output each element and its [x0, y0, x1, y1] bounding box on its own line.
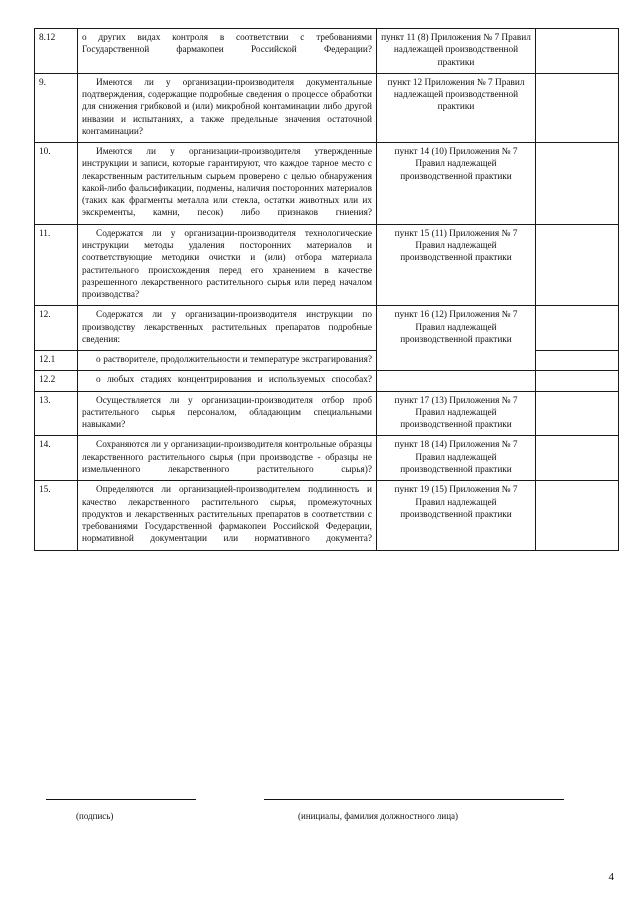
- row-mark[interactable]: [536, 371, 619, 391]
- row-requirement: о растворителе, продолжительности и температуре экстрагирования?: [78, 351, 377, 371]
- table-row: [35, 391, 619, 436]
- row-number: 11.: [35, 224, 78, 306]
- row-mark[interactable]: [536, 29, 619, 74]
- checklist-table-body: [35, 29, 619, 551]
- page-number: 4: [608, 871, 614, 883]
- row-requirement: Осуществляется ли у организации-производителя отбор проб растительного сырья персоналом, обладающим специальными навыками?: [78, 391, 377, 436]
- row-requirement: Содержатся ли у организации-производителя инструкции по производству лекарственных растительных препаратов подробные сведения:: [78, 306, 377, 351]
- table-row: [35, 371, 619, 391]
- row-number: 8.12: [35, 29, 78, 74]
- row-reference: [377, 371, 536, 391]
- table-row: [35, 481, 619, 550]
- row-mark[interactable]: [536, 481, 619, 550]
- row-mark[interactable]: [536, 391, 619, 436]
- row-reference: пункт 18 (14) Приложения № 7 Правил надлежащей производственной практики: [377, 436, 536, 481]
- signature-lines: [34, 799, 606, 809]
- row-mark[interactable]: [536, 306, 619, 351]
- table-row: [35, 436, 619, 481]
- row-reference: пункт 17 (13) Приложения № 7 Правил надлежащей производственной практики: [377, 391, 536, 436]
- row-reference: пункт 11 (8) Приложения № 7 Правил надлежащей производственной практики: [377, 29, 536, 74]
- table-row: [35, 143, 619, 225]
- row-number: 12.1: [35, 351, 78, 371]
- row-number: 9.: [35, 73, 78, 142]
- row-requirement: Имеются ли у организации-производителя утвержденные инструкции и записи, которые гарантируют, что каждое тарное место с лекарственным растительным сырьем проверено с целью обнаружения какой-либо фальсификации, подмены, наличия посторонних материалов (таких как фрагменты металла или стекла, остатки животных или их экскременты, камни, песок) либо признаков гниения?: [78, 143, 377, 225]
- signature-footer: [34, 799, 606, 843]
- row-number: 13.: [35, 391, 78, 436]
- checklist-table: [34, 28, 619, 551]
- official-name-label: (инициалы, фамилия должностного лица): [298, 811, 459, 821]
- row-number: 10.: [35, 143, 78, 225]
- signature-label: (подпись): [76, 811, 114, 821]
- row-requirement: Определяются ли организацией-производителем подлинность и качество лекарственного растительного сырья, промежуточных продуктов и лекарственных растительных препаратов в соответствии с требованиями Государственной фармакопеи Российской Федерации, нормативной документации или нормативного документа?: [78, 481, 377, 550]
- table-row: [35, 306, 619, 351]
- row-requirement: о любых стадиях концентрирования и используемых способах?: [78, 371, 377, 391]
- row-mark[interactable]: [536, 143, 619, 225]
- row-reference: пункт 15 (11) Приложения № 7 Правил надлежащей производственной практики: [377, 224, 536, 306]
- table-row: [35, 224, 619, 306]
- row-reference: пункт 12 Приложения № 7 Правил надлежащей производственной практики: [377, 73, 536, 142]
- table-row: [35, 73, 619, 142]
- row-reference: пункт 19 (15) Приложения № 7 Правил надлежащей производственной практики: [377, 481, 536, 550]
- row-mark[interactable]: [536, 351, 619, 371]
- row-mark[interactable]: [536, 436, 619, 481]
- row-number: 15.: [35, 481, 78, 550]
- row-requirement: о других видах контроля в соответствии с требованиями Государственной фармакопеи Российской Федерации?: [78, 29, 377, 74]
- row-reference: пункт 16 (12) Приложения № 7 Правил надлежащей производственной практики: [377, 306, 536, 371]
- row-mark[interactable]: [536, 224, 619, 306]
- row-reference: пункт 14 (10) Приложения № 7 Правил надлежащей производственной практики: [377, 143, 536, 225]
- row-number: 12.2: [35, 371, 78, 391]
- row-number: 14.: [35, 436, 78, 481]
- table-row: [35, 29, 619, 74]
- row-mark[interactable]: [536, 73, 619, 142]
- row-requirement: Содержатся ли у организации-производителя технологические инструкции методы удаления посторонних материалов и соответствующие методики очистки и (или) отбора материала растительного происхождения перед его хранением в качестве разрешенного лекарственного растительного сырья или перед началом производства?: [78, 224, 377, 306]
- row-requirement: Сохраняются ли у организации-производителя контрольные образцы лекарственного растительного сырья (при производстве - образцы не измельченного лекарственного растительного сырья)?: [78, 436, 377, 481]
- row-requirement: Имеются ли у организации-производителя документальные подтверждения, содержащие подробные сведения о процессе обработки для снижения грибковой и (или) микробной контаминации либо другой инвазии и испытаниях, а также предельные значения остаточной контаминации?: [78, 73, 377, 142]
- signature-labels: [34, 811, 606, 831]
- row-number: 12.: [35, 306, 78, 351]
- signature-line-right: [264, 799, 564, 800]
- signature-line-left: [46, 799, 196, 800]
